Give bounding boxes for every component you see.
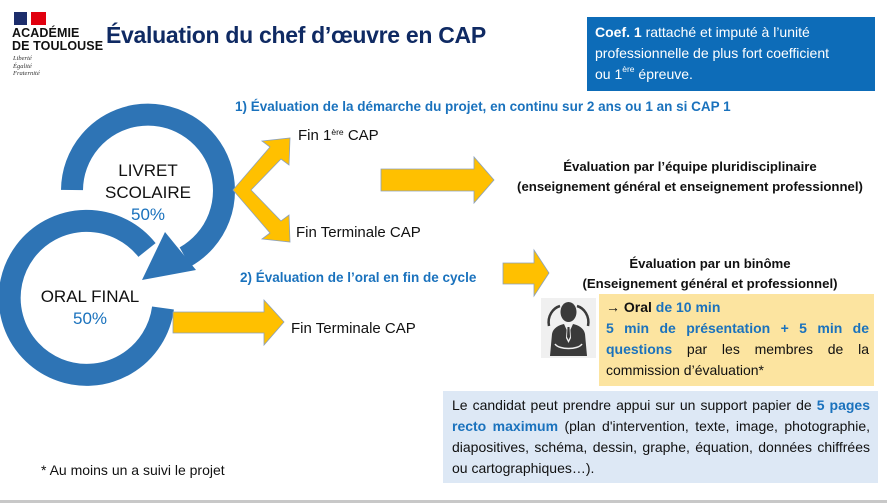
logo-line-2: DE TOULOUSE (12, 39, 104, 53)
motto-egalite: Égalité (13, 62, 32, 70)
branch-fin-terminale-cap-2: Fin Terminale CAP (291, 320, 416, 337)
motto-liberte: Liberté (13, 55, 32, 62)
support-text-after: (plan d'intervention, texte, image, photographie, diapositives, schéma, dessin, graphe, équation, données chiffrées ou cartographiques…). (452, 418, 871, 476)
arrow-right-icon: → (606, 299, 624, 315)
team-evaluation-label (490, 157, 887, 197)
oral-line-1: ORAL FINAL (40, 287, 140, 306)
branch-fin-terminale-cap-1: Fin Terminale CAP (296, 224, 421, 241)
coef-text-3-suffix: épreuve. (634, 66, 693, 82)
page-title: Évaluation du chef d’œuvre en CAP (106, 22, 486, 48)
livret-percent: 50% (130, 205, 166, 224)
person-icon (541, 298, 596, 358)
team-eval-line-2: (enseignement général et enseignement professionnel) (517, 179, 863, 194)
oral-duration: de 10 min (651, 299, 721, 315)
section-2-heading: 2) Évaluation de l’oral en fin de cycle (240, 270, 477, 285)
arrow-to-team-icon (381, 157, 494, 203)
branch-chevron-icon (233, 138, 290, 242)
support-text-highlight: 5 pages recto maximum (452, 397, 870, 434)
binome-evaluation-label (555, 254, 865, 294)
coef-text-2: professionnelle de plus fort coefficient (595, 45, 829, 61)
oral-details-box (599, 294, 874, 386)
livret-line-2: SCOLAIRE (105, 183, 191, 202)
support-info-box (443, 391, 878, 483)
motto-fraternite: Fraternité (13, 70, 40, 77)
support-text-before: Le candidat peut prendre appui sur un support papier de (452, 397, 817, 413)
oral-detail-rest: par les membres de la commission d’évaluation* (606, 341, 869, 378)
oral-bold: Oral (623, 299, 652, 315)
footnote: * Au moins un a suivi le projet (41, 462, 225, 478)
coef-text-3: ou 1 (595, 66, 623, 82)
oral-detail-highlight: 5 min de présentation + 5 min de questions (606, 320, 869, 357)
oral-final-label (30, 286, 150, 330)
binome-line-1: Évaluation par un binôme (629, 256, 791, 271)
team-eval-line-1: Évaluation par l’équipe pluridisciplinaire (563, 159, 817, 174)
oral-percent: 50% (72, 309, 108, 328)
branch-fin-1ere-cap (298, 127, 379, 144)
binome-line-2: (Enseignement général et professionnel) (582, 276, 838, 291)
logo-line-1: ACADÉMIE (12, 26, 80, 40)
branch-top-prefix: Fin 1 (298, 127, 332, 144)
arrow-to-binome-icon (503, 250, 549, 296)
coef-sup: ère (622, 64, 635, 74)
livret-line-1: LIVRET (118, 161, 178, 180)
branch-top-suffix: CAP (343, 127, 379, 144)
branch-top-sup: ère (331, 127, 344, 137)
arrow-oral-final-icon (173, 300, 284, 345)
coef-text-1: rattaché et imputé à l’unité (641, 24, 810, 40)
section-1-heading: 1) Évaluation de la démarche du projet, en continu sur 2 ans ou 1 an si CAP 1 (235, 99, 731, 114)
coef-value: Coef. 1 (595, 24, 642, 40)
livret-scolaire-label (88, 160, 208, 226)
